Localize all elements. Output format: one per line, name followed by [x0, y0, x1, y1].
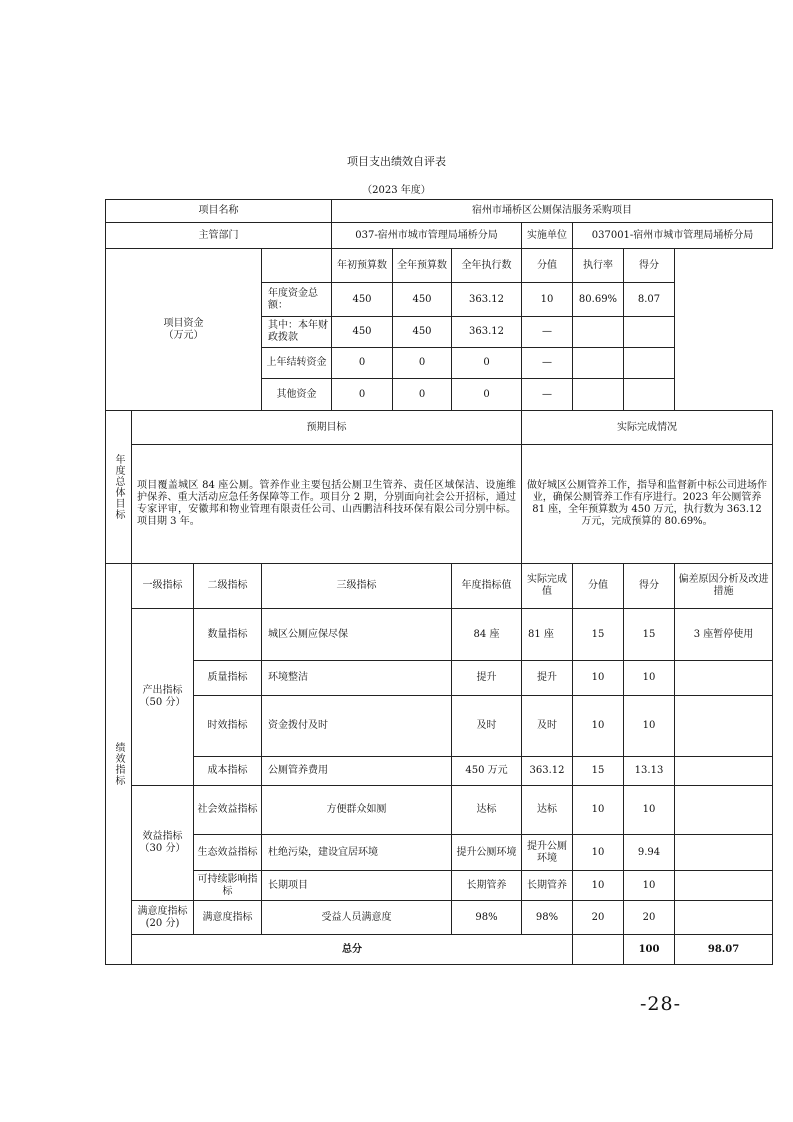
- funds-initial: 450: [332, 317, 393, 348]
- perf-actual: 达标: [522, 786, 573, 835]
- perf-header-l3: 三级指标: [262, 564, 452, 609]
- funds-executed: 0: [452, 348, 522, 379]
- perf-weight: 20: [573, 901, 624, 935]
- perf-satisfaction-label: 满意度指标(20 分): [132, 901, 194, 935]
- perf-row: [106, 786, 773, 835]
- perf-l3: 杜绝污染，建设宜居环境: [262, 835, 452, 871]
- funds-weight: —: [522, 379, 573, 411]
- funds-executed: 363.12: [452, 283, 522, 317]
- perf-target: 84 座: [452, 609, 522, 661]
- perf-note: [675, 786, 773, 835]
- dept-label: 主管部门: [106, 223, 332, 249]
- perf-benefit-label: 效益指标 （30 分）: [132, 786, 194, 901]
- perf-score: 15: [624, 609, 675, 661]
- perf-l2: 满意度指标: [194, 901, 262, 935]
- funds-annual: 0: [393, 379, 452, 411]
- perf-l2: 成本指标: [194, 757, 262, 786]
- perf-row: [106, 871, 773, 901]
- perf-weight: 10: [573, 696, 624, 757]
- funds-row-label: 年度资金总额：: [262, 283, 332, 317]
- page-title: 项目支出绩效自评表: [347, 155, 446, 168]
- funds-initial: 450: [332, 283, 393, 317]
- perf-l3: 城区公厕应保尽保: [262, 609, 452, 661]
- funds-rate: [573, 379, 624, 411]
- perf-l2: 可持续影响指标: [194, 871, 262, 901]
- funds-header-rate: 执行率: [573, 249, 624, 283]
- perf-row: [106, 661, 773, 696]
- perf-header-score: 得分: [624, 564, 675, 609]
- perf-header-l2: 二级指标: [194, 564, 262, 609]
- funds-header-score: 得分: [624, 249, 675, 283]
- perf-l3: 资金拨付及时: [262, 696, 452, 757]
- perf-target: 提升公厕环境: [452, 835, 522, 871]
- perf-note: [675, 696, 773, 757]
- perf-l2: 数量指标: [194, 609, 262, 661]
- perf-note: [675, 871, 773, 901]
- perf-score: 20: [624, 901, 675, 935]
- funds-rate: [573, 317, 624, 348]
- perf-score: 10: [624, 661, 675, 696]
- funds-header-weight: 分值: [522, 249, 573, 283]
- funds-header-initial: 年初预算数: [332, 249, 393, 283]
- perf-target: 提升: [452, 661, 522, 696]
- funds-label: 项目资金 （万元）: [106, 249, 262, 411]
- perf-score: 9.94: [624, 835, 675, 871]
- perf-l3: 公厕管养费用: [262, 757, 452, 786]
- perf-row: [106, 757, 773, 786]
- perf-row: [106, 901, 773, 935]
- perf-row: [106, 609, 773, 661]
- perf-actual: 提升公厕环境: [522, 835, 573, 871]
- perf-header-weight: 分值: [573, 564, 624, 609]
- perf-target: 长期管养: [452, 871, 522, 901]
- funds-weight: —: [522, 348, 573, 379]
- perf-header-l1: 一级指标: [132, 564, 194, 609]
- perf-note: [675, 757, 773, 786]
- perf-weight: 10: [573, 835, 624, 871]
- perf-weight: 10: [573, 786, 624, 835]
- funds-executed: 0: [452, 379, 522, 411]
- goals-expected-text: 项目覆盖城区 84 座公厕。管养作业主要包括公厕卫生管养、责任区域保洁、设施维护保养、重大活动应急任务保障等工作。项目分 2 期，分别面向社会公开招标，通过专家评审，安徽邦和物业管理有限责任公司、山西鹏洁科技环保有限公司分别中标。项目期 3 年。: [132, 445, 522, 564]
- funds-score: [624, 317, 675, 348]
- goals-actual-text: 做好城区公厕管养工作，指导和监督新中标公司进场作业，确保公厕管养工作有序进行。2023 年公厕管养 81 座，全年预算数为 450 万元，执行数为 363.12 万元，完成预算的 80.69%。: [522, 445, 773, 564]
- perf-score: 13.13: [624, 757, 675, 786]
- perf-row: [106, 696, 773, 757]
- page-number: -28-: [640, 993, 682, 1015]
- perf-output-label: 产出指标 （50 分）: [132, 609, 194, 786]
- project-name-value: 宿州市埇桥区公厕保洁服务采购项目: [332, 200, 773, 223]
- funds-header-blank: [262, 249, 332, 283]
- perf-target: 450 万元: [452, 757, 522, 786]
- perf-label: 绩效指标: [113, 742, 124, 786]
- perf-note: 3 座暂停使用: [675, 609, 773, 661]
- funds-weight: —: [522, 317, 573, 348]
- goals-label: 年度总体目标: [113, 454, 124, 520]
- perf-weight: 15: [573, 757, 624, 786]
- funds-annual: 0: [393, 348, 452, 379]
- perf-label-cell: [106, 564, 132, 965]
- total-blank: [573, 935, 624, 965]
- self-evaluation-table: [105, 199, 773, 965]
- perf-weight: 10: [573, 871, 624, 901]
- goals-label-cell: [106, 411, 132, 564]
- funds-row-label: 上年结转资金: [262, 348, 332, 379]
- perf-header-actual: 实际完成值: [522, 564, 573, 609]
- perf-note: [675, 835, 773, 871]
- perf-l3: 长期项目: [262, 871, 452, 901]
- funds-header-annual: 全年预算数: [393, 249, 452, 283]
- perf-target: 达标: [452, 786, 522, 835]
- total-weight: 100: [624, 935, 675, 965]
- year-subtitle: （2023 年度）: [362, 185, 431, 196]
- funds-score: [624, 379, 675, 411]
- funds-initial: 0: [332, 348, 393, 379]
- perf-header-target: 年度指标值: [452, 564, 522, 609]
- total-score: 98.07: [675, 935, 773, 965]
- funds-score: [624, 348, 675, 379]
- goals-actual-header: 实际完成情况: [522, 411, 773, 445]
- perf-note: [675, 901, 773, 935]
- perf-actual: 363.12: [522, 757, 573, 786]
- funds-row-label: 其中：本年财政拨款: [262, 317, 332, 348]
- funds-weight: 10: [522, 283, 573, 317]
- perf-target: 98%: [452, 901, 522, 935]
- perf-actual: 及时: [522, 696, 573, 757]
- perf-score: 10: [624, 786, 675, 835]
- perf-l2: 质量指标: [194, 661, 262, 696]
- perf-header-note: 偏差原因分析及改进措施: [675, 564, 773, 609]
- perf-actual: 长期管养: [522, 871, 573, 901]
- perf-l3: 方便群众如厕: [262, 786, 452, 835]
- perf-l2: 生态效益指标: [194, 835, 262, 871]
- perf-l2: 时效指标: [194, 696, 262, 757]
- perf-actual: 81 座: [522, 609, 573, 661]
- perf-l3: 受益人员满意度: [262, 901, 452, 935]
- perf-l2: 社会效益指标: [194, 786, 262, 835]
- funds-rate: 80.69%: [573, 283, 624, 317]
- perf-row: [106, 835, 773, 871]
- project-name-label: 项目名称: [106, 200, 332, 223]
- funds-initial: 0: [332, 379, 393, 411]
- funds-header-executed: 全年执行数: [452, 249, 522, 283]
- perf-actual: 98%: [522, 901, 573, 935]
- total-label: 总分: [132, 935, 573, 965]
- funds-row-label: 其他资金: [262, 379, 332, 411]
- funds-annual: 450: [393, 283, 452, 317]
- funds-rate: [573, 348, 624, 379]
- funds-annual: 450: [393, 317, 452, 348]
- perf-weight: 15: [573, 609, 624, 661]
- perf-l3: 环境整洁: [262, 661, 452, 696]
- impl-value: 037001-宿州市城市管理局埇桥分局: [573, 223, 773, 249]
- perf-weight: 10: [573, 661, 624, 696]
- perf-actual: 提升: [522, 661, 573, 696]
- goals-expected-header: 预期目标: [132, 411, 522, 445]
- funds-executed: 363.12: [452, 317, 522, 348]
- perf-target: 及时: [452, 696, 522, 757]
- impl-label: 实施单位: [522, 223, 573, 249]
- perf-note: [675, 661, 773, 696]
- funds-score: 8.07: [624, 283, 675, 317]
- perf-score: 10: [624, 696, 675, 757]
- total-row: [106, 935, 773, 965]
- perf-score: 10: [624, 871, 675, 901]
- dept-value: 037-宿州市城市管理局埇桥分局: [332, 223, 522, 249]
